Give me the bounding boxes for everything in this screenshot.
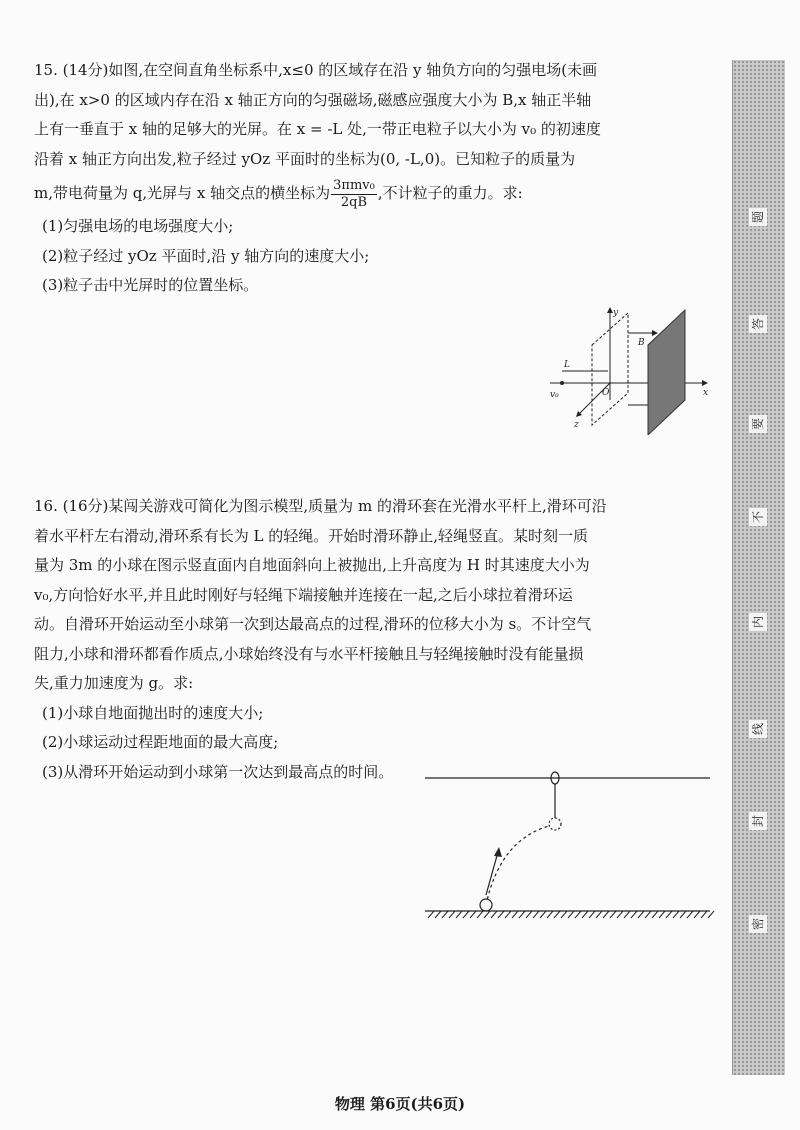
hatch-line [652,911,658,918]
seal-char: 答 [749,315,767,333]
hatch-line [484,911,490,918]
hatch-line [512,911,518,918]
q15-figure [540,305,720,435]
hatch-line [603,911,609,918]
hatch-line [624,911,630,918]
q16-figure [420,770,720,920]
hatch-line [505,911,511,918]
sealing-line-sidebar [732,60,785,1075]
q16-subquestion-2: (2)小球运动过程距地面的最大高度; [42,733,279,751]
hatch-line [526,911,532,918]
hatch-line [589,911,595,918]
q16-line: 16. (16分)某闯关游戏可简化为图示模型,质量为 m 的滑环套在光滑水平杆上,滑环可沿 [34,497,607,515]
q15-line: 上有一垂直于 x 轴的足够大的光屏。在 x = -L 处,一带正电粒子以大小为 v₀ 的初速度 [34,120,601,138]
q16-line: 阻力,小球和滑环都看作质点,小球始终没有与水平杆接触且与轻绳接触时没有能量损 [34,644,584,663]
ball [480,899,492,911]
seal-char: 内 [749,613,767,631]
q15-subquestion-1: (1)匀强电场的电场强度大小; [42,217,234,235]
q15-subquestion-2: (2)粒子经过 yOz 平面时,沿 y 轴方向的速度大小; [42,246,370,265]
hatch-line [477,911,483,918]
seal-char: 封 [749,812,767,830]
hatch-line [463,911,469,918]
hatch-line [491,911,497,918]
hatch-line [659,911,665,918]
q15-line: 出),在 x>0 的区域内存在沿 x 轴正方向的匀强磁场,磁感应强度大小为 B,x 轴正半轴 [34,90,592,109]
velocity-arrowhead [494,847,502,857]
hatch-line [449,911,455,918]
fraction-denominator: 2qB [340,194,368,210]
velocity-arrow [486,852,498,895]
hatch-line [638,911,644,918]
b-label: B [638,338,645,348]
particle-start [560,381,564,385]
hatch-line [582,911,588,918]
hatch-line [456,911,462,918]
question-15 [34,56,714,301]
hatch-line [680,911,686,918]
screen-position-fraction [331,178,377,211]
hatch-line [687,911,693,918]
light-screen [648,310,685,435]
v0-label: v₀ [550,390,559,400]
seal-char: 线 [749,720,767,738]
q15-subquestion-3: (3)粒子击中光屏时的位置坐标。 [42,276,259,294]
hatch-line [666,911,672,918]
q16-line: 失,重力加速度为 g。求: [34,674,194,692]
hatch-line [568,911,574,918]
hatch-line [610,911,616,918]
question-16 [34,492,714,787]
ball-top-position [549,818,561,830]
q16-line: v₀,方向恰好水平,并且此时刚好与轻绳下端接触并连接在一起,之后小球拉着滑环运 [34,585,573,604]
seal-char: 题 [749,208,767,226]
hatch-line [547,911,553,918]
hatch-line [645,911,651,918]
hatch-line [673,911,679,918]
arrowhead [652,330,658,336]
l-label: L [564,360,570,370]
q16-line: 动。自滑环开始运动至小球第一次到达最高点的过程,滑环的位移大小为 s。不计空气 [34,615,592,633]
hatch-line [470,911,476,918]
q15-line: 沿着 x 轴正方向出发,粒子经过 yOz 平面时的坐标为(0, -L,0)。已知粒子的质量为 [34,149,576,168]
ground-hatching [428,911,714,918]
page-footer: 物理 第6页(共6页) [334,1095,466,1113]
seal-char: 要 [749,415,767,433]
x-arrowhead [702,380,708,386]
hatch-line [631,911,637,918]
hatch-line [519,911,525,918]
hatch-line [561,911,567,918]
hatch-line [428,911,434,918]
hatch-line [701,911,707,918]
hatch-line [533,911,539,918]
fraction-numerator: 3πmv₀ [333,177,375,193]
hatch-line [617,911,623,918]
q15-text: m,带电荷量为 q,光屏与 x 轴交点的横坐标为 [34,184,331,202]
q15-text: ,不计粒子的重力。求: [377,184,523,202]
hatch-line [708,911,714,918]
ball-trajectory [486,826,549,905]
q16-subquestion-3: (3)从滑环开始运动到小球第一次达到最高点的时间。 [42,762,394,781]
seal-char: 不 [749,508,767,526]
origin-label: O [602,388,610,398]
q15-line [34,174,714,212]
hatch-line [540,911,546,918]
hatch-line [435,911,441,918]
x-label: x [703,388,709,398]
q16-line: 量为 3m 的小球在图示竖直面内自地面斜向上被抛出,上升高度为 H 时其速度大小为 [34,556,590,574]
y-label: y [613,308,619,318]
q15-line: 15. (14分)如图,在空间直角坐标系中,x≤0 的区域存在沿 y 轴负方向的匀强电场(未画 [34,61,598,79]
hatch-line [596,911,602,918]
q16-subquestion-1: (1)小球自地面抛出时的速度大小; [42,703,264,722]
hatch-line [498,911,504,918]
hatch-line [575,911,581,918]
z-label: z [574,420,579,430]
hatch-line [694,911,700,918]
q16-line: 着水平杆左右滑动,滑环系有长为 L 的轻绳。开始时滑环静止,轻绳竖直。某时刻一质 [34,526,589,545]
hatch-line [442,911,448,918]
seal-char: 密 [749,915,767,933]
hatch-line [554,911,560,918]
